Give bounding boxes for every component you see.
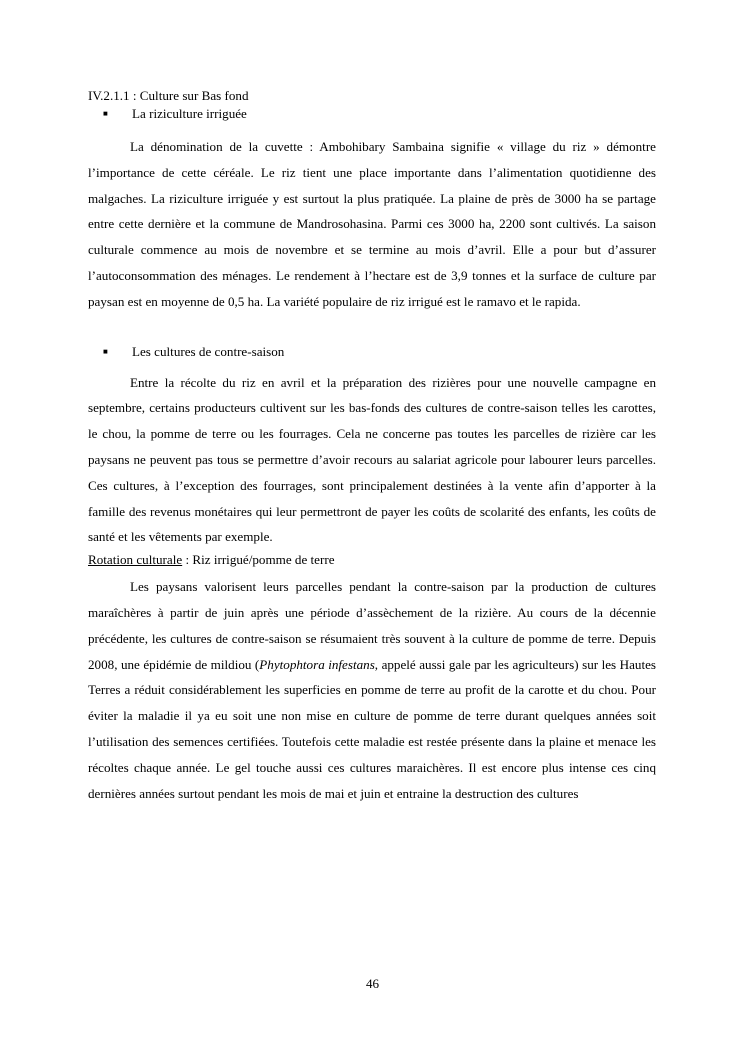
bullet-label: Les cultures de contre-saison — [132, 343, 285, 359]
section-heading: IV.2.1.1 : Culture sur Bas fond — [88, 88, 249, 103]
species-name: Phytophtora infestans — [259, 656, 375, 672]
paragraph-text: , appelé aussi gale par les agriculteurs) sur les Hautes Terres a réduit considérablement les superficies en pomme de terre au profit de la carotte et du chou. Pour éviter la maladie il ya eu soit une non mise en culture de pomme de terre durant quelques années soit l’utilisation des semences certifiées. Toutefois cette maladie est restée présente dans la plaine et menace les récoltes chaque année. Le gel touche aussi ces cultures maraichères. Il est encore plus intense ces cinq dernières années surtout pendant les mois de mai et juin et entraine la destruction des cultures — [88, 656, 656, 801]
page-content — [88, 87, 656, 806]
rotation-label: Rotation culturale — [88, 552, 183, 568]
paragraph-text: Les paysans valorisent leurs parcelles pendant la contre-saison par la production de cultures maraîchères à partir de juin après une période d’assèchement de la rizière. Au cours de la décennie précédente, les cultures de contre-saison se résumaient très souvent à la culture de pomme de terre. Depuis 2008, une épidémie de mildiou ( — [88, 579, 656, 672]
square-bullet-icon: ■ — [103, 346, 108, 356]
square-bullet-icon: ■ — [103, 109, 108, 118]
paragraph-riziculture: La dénomination de la cuvette : Ambohibary Sambaina signifie « village du riz » démontre l’importance de cette céréale. Le riz tient une place importante dans l’alimentation quotidienne des malgaches. La riziculture irriguée y est surtout la plus pratiquée. La plaine de près de 3000 ha se partage entre cette dernière et la commune de Mandrosohasina. Parmi ces 3000 ha, 2200 sont cultivés. La saison culturale commence au mois de novembre et se termine au mois d’avril. Elle a pour but d’assurer l’autoconsommation des ménages. Le rendement à l’hectare est de 3,9 tonnes et la surface de culture par paysan est en moyenne de 0,5 ha. La variété populaire de riz irrigué est le ramavo et le rapida. — [88, 139, 656, 309]
paragraph-contre-saison: Entre la récolte du riz en avril et la préparation des rizières pour une nouvelle campagne en septembre, certains producteurs cultivent sur les bas-fonds des cultures de contre-saison telles les carottes, le chou, la pomme de terre ou les fourrages. Cela ne concerne pas toutes les parcelles de rizière car les paysans ne peuvent pas tous se permettre d’avoir recours au salariat agricole pour labourer leurs parcelles. Ces cultures, à l’exception des fourrages, sont principalement destinées à la vente afin d’apporter à la famille des revenus monétaires qui leur permettront de payer les coûts de scolarité des enfants, les coûts de santé et les vêtements par exemple. — [88, 374, 656, 545]
bullet-label: La riziculture irriguée — [132, 106, 247, 121]
bullet-item-riziculture — [88, 104, 656, 123]
bullet-item-contre-saison — [88, 342, 656, 361]
rotation-line — [88, 550, 656, 570]
paragraph-rotation — [88, 574, 656, 806]
page-number: 46 — [365, 976, 380, 991]
rotation-value: : Riz irrigué/pomme de terre — [182, 552, 335, 568]
